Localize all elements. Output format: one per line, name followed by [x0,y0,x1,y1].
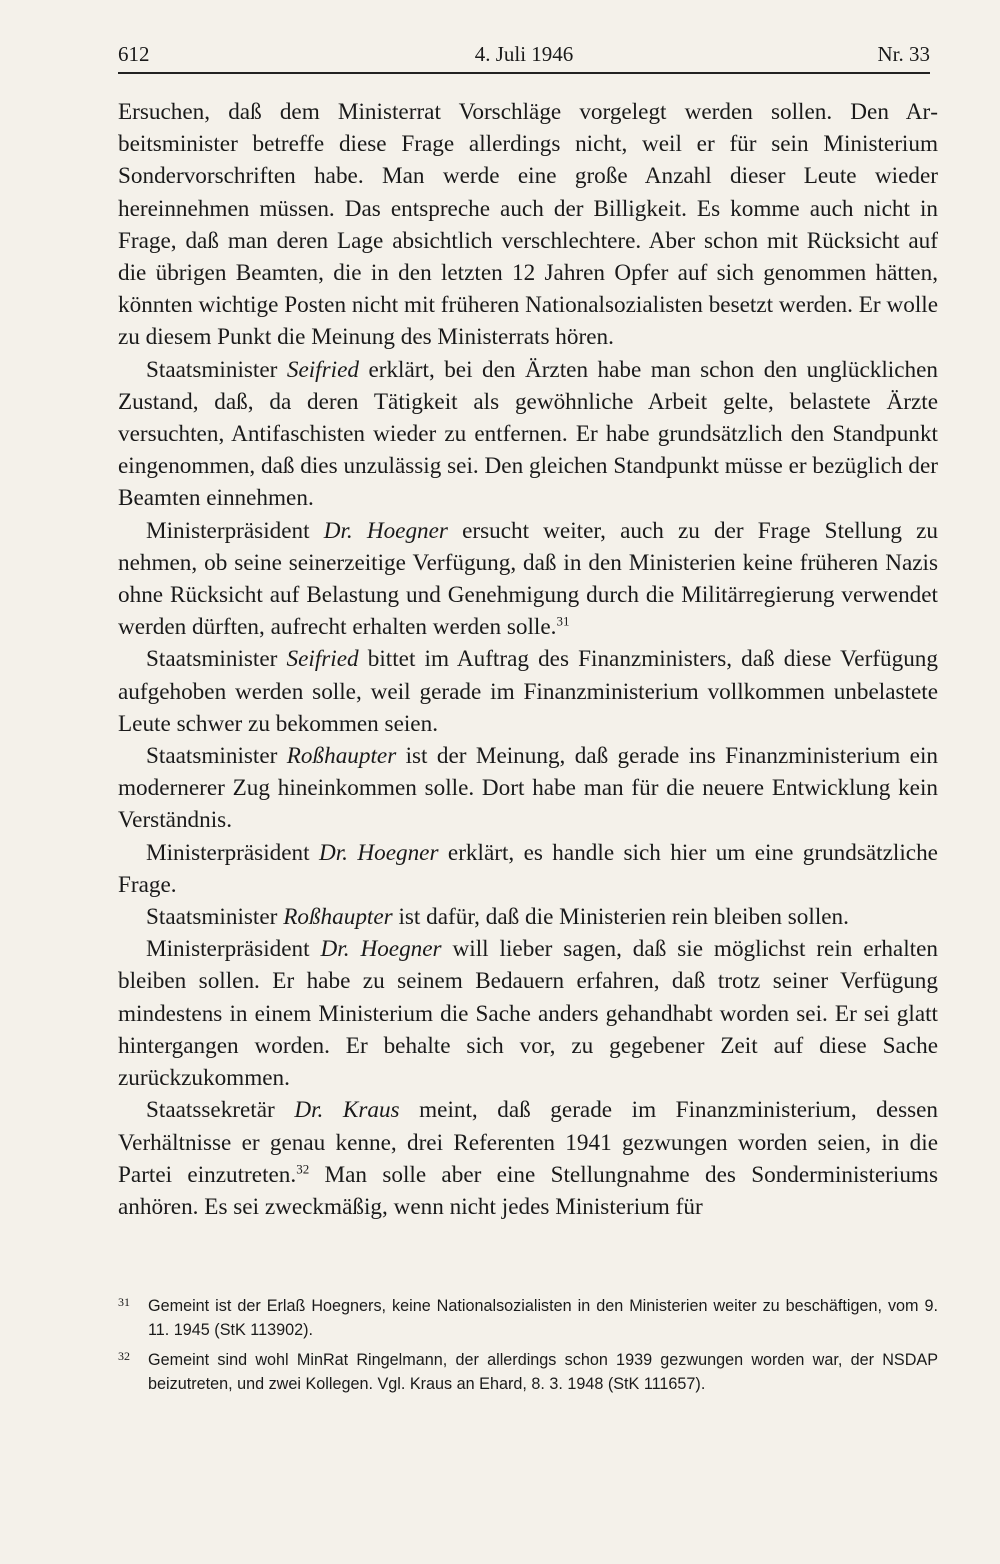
text-run: ist dafür, daß die Ministerien rein bleiben sollen. [392,904,849,931]
speaker-name: Roßhaupter [286,743,397,770]
footnote-mark: 32 [118,1349,130,1363]
text-run: Staatsminister [146,743,287,770]
text-run: erklärt, es handle sich hier um eine grundsätzliche Frage. [118,839,938,898]
text-run: Staatsminister [146,646,287,673]
text-run: ist der Meinung, daß gerade ins Finanzministerium ein modernerer Zug hineinkommen solle. Dort habe man für die neuere Entwicklung kein Verständnis. [118,743,938,834]
speaker-name: Dr. Kraus [294,1097,400,1124]
text-run: will lieber sagen, daß sie möglichst rein erhalten bleiben sollen. Er habe zu seinem Bedauern erfahren, daß trotz seiner Verfügung mindestens in einem Ministerium die Sache anders gehandhabt worden sei. Er sei glatt hintergangen worden. Er behalte sich vor, zu gegebener Zeit auf diese Sache zurückzukommen. [118,936,938,1092]
text-run: erklärt, bei den Ärzten habe man schon den unglücklichen Zustand, daß, da deren Tätigkeit als gewöhnliche Arbeit gelte, belastete Ärzte versuchten, Antifaschisten wieder zu entfernen. Er habe grundsätzlich den Standpunkt eingenommen, daß dies unzulässig sei. Den gleichen Standpunkt müsse er bezüglich der Beamten einnehmen. [118,356,938,512]
text-run: Man solle aber eine Stellungnahme des Sonderministeriums anhören. Es sei zweckmäßig, wenn nicht jedes Ministerium für [118,1161,938,1220]
text-run: Ministerpräsident [146,839,319,866]
footnotes [118,1294,938,1402]
text-run: bittet im Auftrag des Finanzministers, daß diese Verfügung aufgehoben werden solle, weil gerade im Finanzministerium vollkommen unbelastete Leute schwer zu bekommen seien. [118,646,938,737]
paragraph [118,96,938,354]
text-run: Staatsminister [146,356,287,383]
text-run: Staatsminister [146,904,284,931]
speaker-name: Dr. Hoegner [318,839,439,866]
header-date: 4. Juli 1946 [474,42,574,66]
page-number: 612 [118,42,150,66]
paragraph [118,933,938,1094]
paragraph [118,837,938,901]
text-run: ersucht weiter, auch zu der Frage Stellung zu nehmen, ob seine seinerzeitige Verfügung, daß in den Ministerien keine früheren Nazis ohne Rücksicht auf Belastung und Genehmigung durch die Militärregierung verwendet werden dürften, aufrecht erhalten werden solle. [118,517,938,641]
paragraph [118,1094,938,1223]
footnote-reference: 32 [296,1160,310,1176]
text-run: Staatssekretär [146,1097,295,1124]
body-text [118,96,938,1223]
footnote-text: Gemeint ist der Erlaß Hoegners, keine Nationalsozialisten in den Ministerien weiter zu beschäftigen, vom 9. 11. 1945 (StK 113902). [148,1297,938,1339]
paragraph [118,901,938,933]
issue-number: Nr. 33 [877,42,930,66]
paragraph [118,643,938,740]
text-run: Ministerpräsident [146,517,324,544]
speaker-name: Roßhaupter [283,904,393,931]
text-run: Ministerpräsident [146,936,321,963]
text-run: Ersuchen, daß dem Ministerrat Vorschläge vorgelegt werden sollen. Den Arbeitsminister betreffe diese Frage allerdings nicht, weil er für sein Ministerium Sondervorschriften habe. Man werde eine große Anzahl dieser Leute wieder hereinnehmen müssen. Das entspreche auch der Billigkeit. Es komme auch nicht in Frage, daß man deren Lage absichtlich verschlechtere. Aber schon mit Rücksicht auf die übrigen Beamten, die in den letzten 12 Jahren Opfer auf sich genommen hätten, könnten wichtige Posten nicht mit früheren Nationalsozialisten besetzt werden. Er wolle zu diesem Punkt die Meinung des Ministerrats hören. [118,99,938,351]
speaker-name: Seifried [286,646,359,673]
paragraph [118,740,938,837]
footnote [118,1348,938,1396]
footnote-mark: 31 [118,1295,130,1309]
footnote [118,1294,938,1342]
footnote-reference: 31 [556,613,570,629]
speaker-name: Dr. Hoegner [320,936,442,963]
page-header [118,38,930,74]
text-run: meint, daß gerade im Finanzministerium, dessen Verhältnisse er genau kenne, drei Referenten 1941 gezwungen worden seien, in die Partei einzutreten. [118,1097,939,1188]
speaker-name: Seifried [286,356,359,383]
speaker-name: Dr. Hoegner [323,517,448,544]
footnote-text: Gemeint sind wohl MinRat Ringelmann, der allerdings schon 1939 gezwungen worden war, der NSDAP beizutreten, und zwei Kollegen. Vgl. Kraus an Ehard, 8. 3. 1948 (StK 111657). [148,1351,938,1393]
paragraph [118,354,938,515]
paragraph [118,515,938,644]
